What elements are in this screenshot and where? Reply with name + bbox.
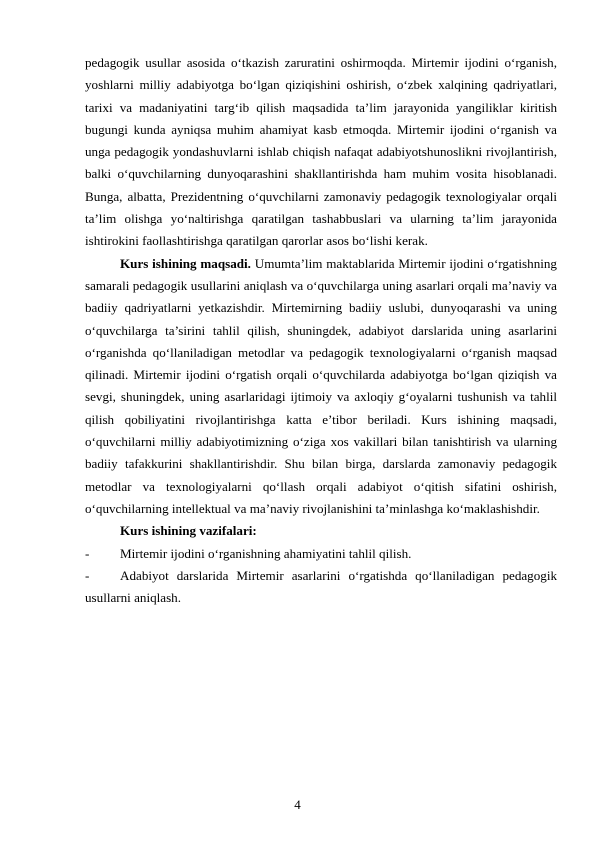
intro-paragraph: pedagogik usullar asosida o‘tkazish zaruratini oshirmoqda. Mirtemir ijodini o‘rganish, yoshlarni milliy adabiyotga bo‘lgan qiziqishini oshirish, o‘zbek xalqining qadriyatlari, tarixi va madaniyatini targ‘ib qilish maqsadida ta’lim jarayonida yangiliklar kiritish bugungi kunda ayniqsa muhim ahamiyat kasb etmoqda. Mirtemir ijodini o‘rganish va unga pedagogik yondashuvlarni ishlab chiqish nafaqat adabiyotshunoslikni rivojlantirish, balki o‘quvchilarning dunyoqarashini shakllantirishda ham muhim vosita hisoblanadi. Bunga, albatta, Prezidentning o‘quvchilarni zamonaviy pedagogik texnologiyalar orqali ta’lim olishga yo‘naltirishga qaratilgan tashabbuslari va ularning ta’lim jarayonida ishtirokini faollashtirishga qaratilgan qarorlar asos bo‘lishi kerak. (85, 55, 557, 249)
dash-bullet: - (85, 545, 90, 561)
list-item (85, 543, 557, 565)
list-item-text: Mirtemir ijodini o‘rganishning ahamiyatini tahlil qilish. (120, 545, 412, 561)
list-item-text: Adabiyot darslarida Mirtemir asarlarini o‘rgatishda qo‘llaniladigan pedagogik usullarni aniqlash. (85, 567, 557, 606)
page-number: 4 (294, 797, 301, 812)
tasks-heading: Kurs ishining vazifalari: (120, 523, 257, 539)
document-page (85, 52, 557, 609)
aim-text: Umumta’lim maktablarida Mirtemir ijodini o‘rgatishning samarali pedagogik usullarini aniqlash va o‘quvchilarga uning asarlari orqali ma’naviy va badiiy qadriyatlarni yetkazishdir. Mirtemirning badiiy uslubi, dunyoqarashi va uning o‘quvchilarga ta’sirini tahlil qilish, shuningdek, adabiyot darslarida uning asarlarini o‘rganishda qo‘llaniladigan metodlar va pedagogik texnologiyalarni o‘rganish maqsad qilinadi. Mirtemir ijodini o‘rgatish orqali o‘quvchilarda adabiyotga bo‘lgan qiziqish va sevgi, shuningdek, uning asarlaridagi ijtimoiy va axloqiy g‘oyalarni tushunish va tahlil qilish qobiliyatini rivojlantirishga katta e’tibor beriladi. Kurs ishining maqsadi, o‘quvchilarni milliy adabiyotimizning o‘ziga xos vakillari bilan tanishtirish va ularning badiiy tafakkurini shakllantirishdir. Shu bilan birga, darslarda zamonaviy pedagogik metodlar va texnologiyalarni qo‘llash orqali adabiyot o‘qitish sifatini oshirish, o‘quvchilarning intellektual va ma’naviy rivojlanishini ta’minlashga ko‘maklashishdir. (85, 255, 557, 516)
aim-label: Kurs ishining maqsadi. (120, 255, 251, 271)
aim-paragraph (85, 253, 557, 521)
dash-bullet: - (85, 567, 90, 583)
list-item (85, 565, 557, 610)
